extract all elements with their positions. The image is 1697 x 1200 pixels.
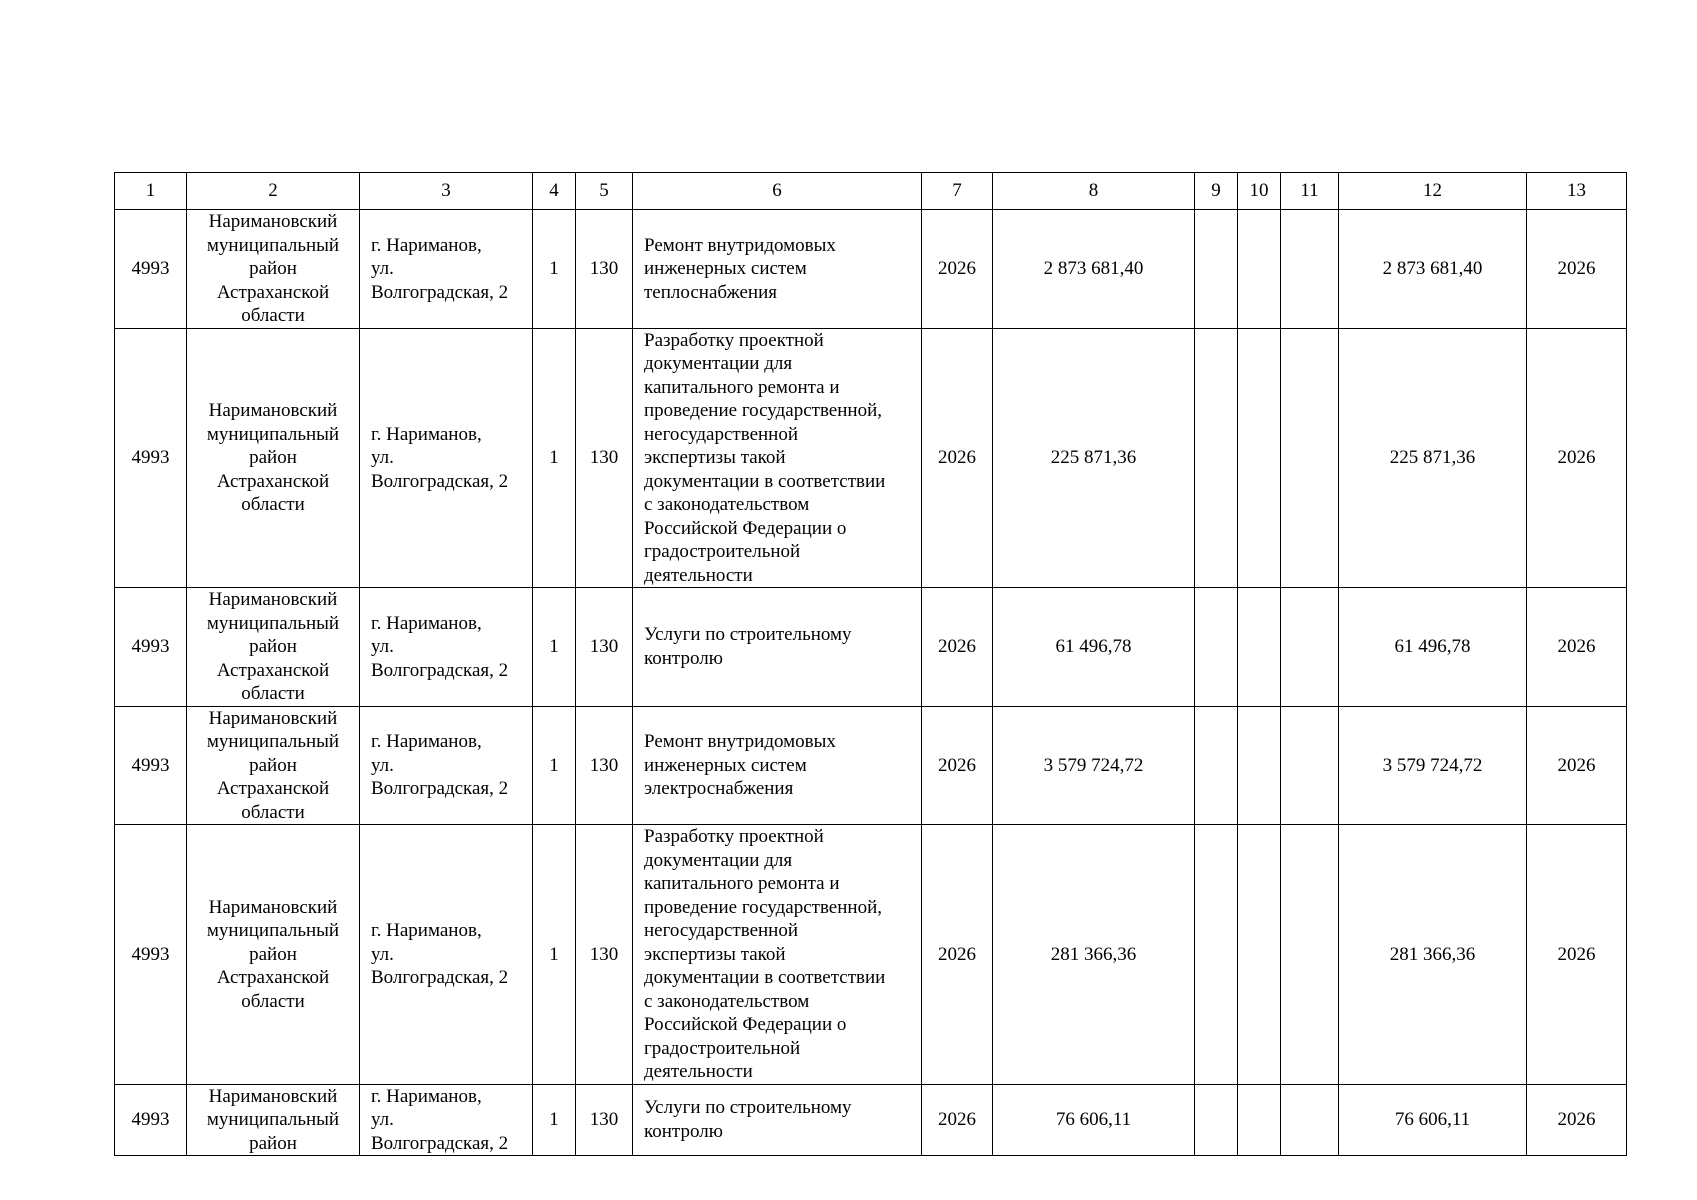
column-number: 6 <box>633 173 922 210</box>
work-type-cell: Разработку проектной документации для капитального ремонта и проведение государственной, негосударственной экспертизы такой документации в соответствии с законодательством Российской Федерации о градостроительной деятельности <box>633 328 922 588</box>
year-cell: 2026 <box>922 825 993 1085</box>
col11-cell <box>1281 210 1339 329</box>
col4-cell: 1 <box>533 328 576 588</box>
col11-cell <box>1281 706 1339 825</box>
table-row <box>115 588 1627 707</box>
col9-cell <box>1195 825 1238 1085</box>
cost-cell: 76 606,11 <box>993 1084 1195 1156</box>
table-row <box>115 210 1627 329</box>
work-type-cell: Ремонт внутридомовых инженерных систем теплоснабжения <box>633 210 922 329</box>
col10-cell <box>1238 588 1281 707</box>
row-number-cell: 4993 <box>115 210 187 329</box>
col4-cell: 1 <box>533 706 576 825</box>
cost-cell: 281 366,36 <box>993 825 1195 1085</box>
table-row <box>115 1084 1627 1156</box>
district-cell: Наримановский муниципальный район Астраханской области <box>187 706 360 825</box>
col5-cell: 130 <box>576 328 633 588</box>
column-number: 4 <box>533 173 576 210</box>
year-cell: 2026 <box>922 706 993 825</box>
col11-cell <box>1281 328 1339 588</box>
total-cell: 225 871,36 <box>1339 328 1527 588</box>
end-year-cell: 2026 <box>1527 825 1627 1085</box>
capital-repair-table <box>114 172 1627 1156</box>
address-cell: г. Нариманов, ул. Волгоградская, 2 <box>360 210 533 329</box>
row-number-cell: 4993 <box>115 588 187 707</box>
column-number: 3 <box>360 173 533 210</box>
col4-cell: 1 <box>533 1084 576 1156</box>
col5-cell: 130 <box>576 588 633 707</box>
col10-cell <box>1238 210 1281 329</box>
row-number-cell: 4993 <box>115 328 187 588</box>
column-number: 10 <box>1238 173 1281 210</box>
col9-cell <box>1195 1084 1238 1156</box>
address-cell: г. Нариманов, ул. Волгоградская, 2 <box>360 825 533 1085</box>
col9-cell <box>1195 588 1238 707</box>
work-type-cell: Услуги по строительному контролю <box>633 588 922 707</box>
col5-cell: 130 <box>576 210 633 329</box>
col9-cell <box>1195 706 1238 825</box>
cost-cell: 61 496,78 <box>993 588 1195 707</box>
district-cell: Наримановский муниципальный район Астраханской области <box>187 588 360 707</box>
end-year-cell: 2026 <box>1527 588 1627 707</box>
column-number: 2 <box>187 173 360 210</box>
district-cell: Наримановский муниципальный район Астраханской области <box>187 328 360 588</box>
end-year-cell: 2026 <box>1527 210 1627 329</box>
column-number: 7 <box>922 173 993 210</box>
column-number: 5 <box>576 173 633 210</box>
column-number-row <box>115 173 1627 210</box>
district-cell: Наримановский муниципальный район Астраханской области <box>187 210 360 329</box>
col10-cell <box>1238 706 1281 825</box>
column-number: 8 <box>993 173 1195 210</box>
column-number: 12 <box>1339 173 1527 210</box>
year-cell: 2026 <box>922 588 993 707</box>
cost-cell: 225 871,36 <box>993 328 1195 588</box>
col5-cell: 130 <box>576 1084 633 1156</box>
table-row <box>115 328 1627 588</box>
column-number: 1 <box>115 173 187 210</box>
year-cell: 2026 <box>922 210 993 329</box>
end-year-cell: 2026 <box>1527 328 1627 588</box>
col11-cell <box>1281 825 1339 1085</box>
col5-cell: 130 <box>576 825 633 1085</box>
col9-cell <box>1195 328 1238 588</box>
work-type-cell: Услуги по строительному контролю <box>633 1084 922 1156</box>
col4-cell: 1 <box>533 588 576 707</box>
total-cell: 2 873 681,40 <box>1339 210 1527 329</box>
col5-cell: 130 <box>576 706 633 825</box>
col4-cell: 1 <box>533 210 576 329</box>
end-year-cell: 2026 <box>1527 706 1627 825</box>
address-cell: г. Нариманов, ул. Волгоградская, 2 <box>360 328 533 588</box>
total-cell: 61 496,78 <box>1339 588 1527 707</box>
col10-cell <box>1238 825 1281 1085</box>
year-cell: 2026 <box>922 1084 993 1156</box>
address-cell: г. Нариманов, ул. Волгоградская, 2 <box>360 1084 533 1156</box>
table-row <box>115 706 1627 825</box>
row-number-cell: 4993 <box>115 825 187 1085</box>
col10-cell <box>1238 328 1281 588</box>
col4-cell: 1 <box>533 825 576 1085</box>
column-number: 9 <box>1195 173 1238 210</box>
work-type-cell: Разработку проектной документации для капитального ремонта и проведение государственной, негосударственной экспертизы такой документации в соответствии с законодательством Российской Федерации о градостроительной деятельности <box>633 825 922 1085</box>
cost-cell: 2 873 681,40 <box>993 210 1195 329</box>
cost-cell: 3 579 724,72 <box>993 706 1195 825</box>
total-cell: 76 606,11 <box>1339 1084 1527 1156</box>
col11-cell <box>1281 1084 1339 1156</box>
district-cell: Наримановский муниципальный район Астраханской области <box>187 825 360 1085</box>
work-type-cell: Ремонт внутридомовых инженерных систем электроснабжения <box>633 706 922 825</box>
table-row <box>115 825 1627 1085</box>
total-cell: 3 579 724,72 <box>1339 706 1527 825</box>
total-cell: 281 366,36 <box>1339 825 1527 1085</box>
year-cell: 2026 <box>922 328 993 588</box>
address-cell: г. Нариманов, ул. Волгоградская, 2 <box>360 706 533 825</box>
column-number: 13 <box>1527 173 1627 210</box>
row-number-cell: 4993 <box>115 706 187 825</box>
address-cell: г. Нариманов, ул. Волгоградская, 2 <box>360 588 533 707</box>
column-number: 11 <box>1281 173 1339 210</box>
col10-cell <box>1238 1084 1281 1156</box>
row-number-cell: 4993 <box>115 1084 187 1156</box>
end-year-cell: 2026 <box>1527 1084 1627 1156</box>
col9-cell <box>1195 210 1238 329</box>
district-cell: Наримановский муниципальный район <box>187 1084 360 1156</box>
col11-cell <box>1281 588 1339 707</box>
